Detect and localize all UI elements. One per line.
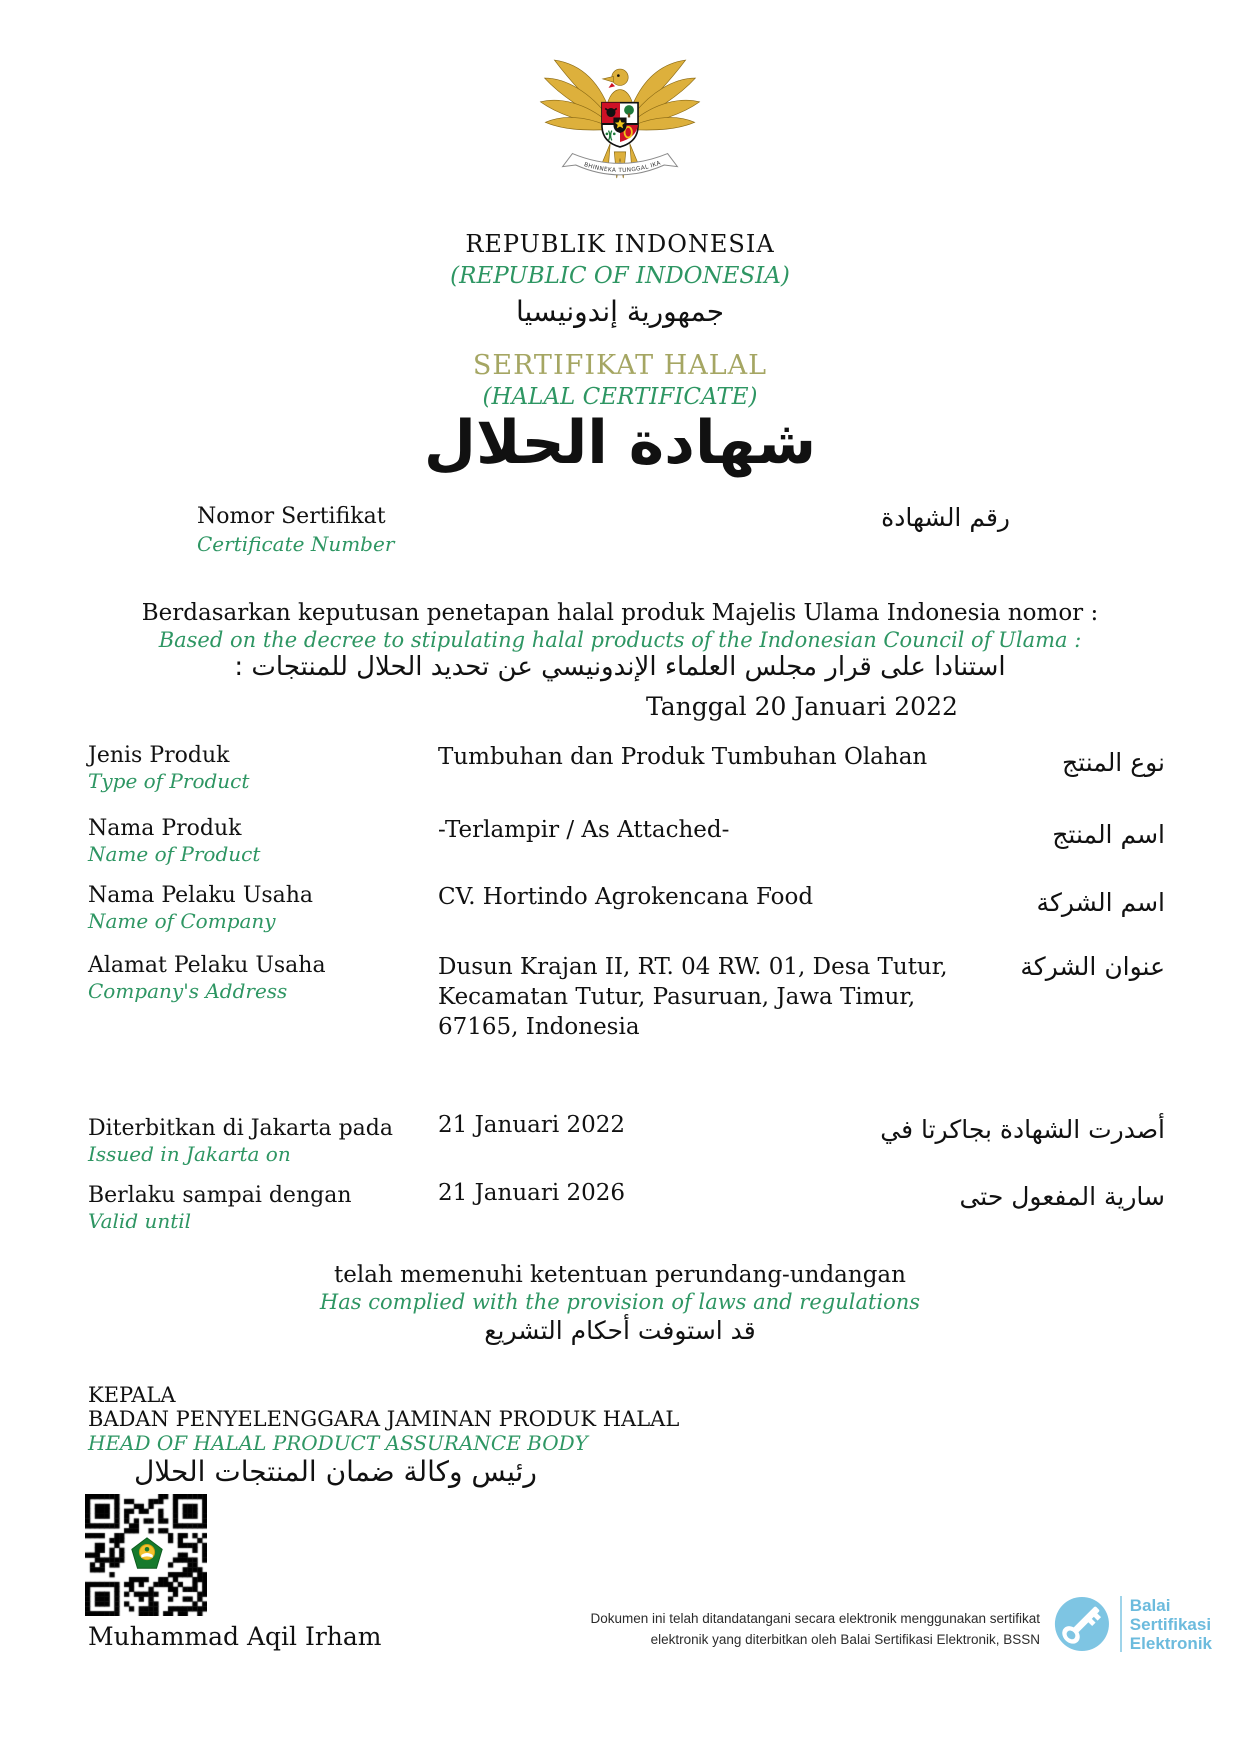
field-value: -Terlampir / As Attached- bbox=[438, 817, 730, 843]
field-label-id: Jenis Produk bbox=[88, 743, 230, 768]
decree-line-id: Berdasarkan keputusan penetapan halal produk Majelis Ulama Indonesia nomor : bbox=[141, 600, 1099, 626]
field-label-en: Type of Product bbox=[88, 769, 250, 793]
bse-text-line: Sertifikasi bbox=[1129, 1614, 1212, 1634]
field-row bbox=[88, 815, 260, 867]
decree-line-en: Based on the decree to stipulating halal products of the Indonesian Council of Ulama : bbox=[158, 628, 1082, 652]
field-label-id: Nama Pelaku Usaha bbox=[88, 883, 314, 908]
doc-title-id: SERTIFIKAT HALAL bbox=[472, 350, 768, 381]
kemenag-logo bbox=[128, 1534, 166, 1574]
field-label-id: Berlaku sampai dengan bbox=[88, 1183, 352, 1208]
signatory-title-en: HEAD OF HALAL PRODUCT ASSURANCE BODY bbox=[88, 1431, 588, 1455]
field-label-en: Company's Address bbox=[88, 979, 288, 1003]
field-label-id: Nama Produk bbox=[88, 816, 242, 841]
field-label-ar: سارية المفعول حتى bbox=[959, 1182, 1165, 1211]
signatory-title-ar: رئيس وكالة ضمان المنتجات الحلال bbox=[134, 1455, 537, 1488]
decree-date: Tanggal 20 Januari 2022 bbox=[646, 692, 958, 721]
bse-text-line: Elektronik bbox=[1129, 1633, 1212, 1653]
field-value: 21 Januari 2022 bbox=[438, 1112, 626, 1138]
bse-logo-text bbox=[1130, 1596, 1212, 1653]
garuda-eye bbox=[617, 74, 620, 77]
address-line: 67165, Indonesia bbox=[438, 1014, 640, 1040]
pancasila-shield bbox=[602, 103, 638, 147]
cert-number-label-en: Certificate Number bbox=[197, 532, 395, 556]
field-label-en: Name of Company bbox=[88, 909, 276, 933]
bse-text-line: Balai bbox=[1129, 1595, 1171, 1615]
country-title-ar: جمهورية إندونيسيا bbox=[515, 295, 725, 328]
compliance-line-id: telah memenuhi ketentuan perundang-undangan bbox=[334, 1262, 906, 1288]
doc-title-en: (HALAL CERTIFICATE) bbox=[482, 384, 758, 410]
field-label-ar: نوع المنتج bbox=[1062, 748, 1165, 777]
country-title-en: (REPUBLIC OF INDONESIA) bbox=[450, 263, 790, 289]
address-line: Dusun Krajan II, RT. 04 RW. 01, Desa Tutur, bbox=[438, 954, 948, 980]
qr-code bbox=[85, 1494, 207, 1616]
field-label-id: Alamat Pelaku Usaha bbox=[88, 953, 326, 978]
field-label-ar: عنوان الشركة bbox=[1020, 952, 1165, 981]
field-row bbox=[88, 952, 326, 1004]
field-label-en: Valid until bbox=[88, 1209, 192, 1233]
decree-line-ar: استنادا على قرار مجلس العلماء الإندونيسي عن تحديد الحلال للمنتجات : bbox=[234, 652, 1006, 682]
field-label-id: Diterbitkan di Jakarta pada bbox=[88, 1116, 393, 1141]
field-label-ar: اسم المنتج bbox=[1052, 820, 1165, 849]
disclaimer-line: elektronik yang diterbitkan oleh Balai Sertifikasi Elektronik, BSSN bbox=[650, 1632, 1040, 1647]
signatory-title-id: KEPALA bbox=[88, 1383, 176, 1407]
country-title-id: REPUBLIK INDONESIA bbox=[465, 230, 775, 258]
bse-divider bbox=[1120, 1596, 1122, 1652]
motto-text: BHINNEKA TUNGGAL IKA bbox=[583, 160, 662, 174]
garuda-pancasila-emblem bbox=[538, 55, 702, 193]
field-label-en: Name of Product bbox=[88, 842, 261, 866]
compliance-line-ar: قد استوفت أحكام التشريع bbox=[484, 1316, 756, 1345]
field-row bbox=[88, 742, 249, 794]
disclaimer-line: Dokumen ini telah ditandatangani secara elektronik menggunakan sertifikat bbox=[590, 1611, 1040, 1626]
signatory-name: Muhammad Aqil Irham bbox=[88, 1622, 382, 1651]
field-value-address bbox=[438, 952, 948, 1042]
field-row bbox=[88, 1182, 351, 1234]
field-label-en: Issued in Jakarta on bbox=[88, 1142, 291, 1166]
cert-number-label-ar: رقم الشهادة bbox=[881, 503, 1010, 532]
field-label-ar: أصدرت الشهادة بجاكرتا في bbox=[880, 1115, 1165, 1144]
field-label-ar: اسم الشركة bbox=[1036, 888, 1165, 917]
address-line: Kecamatan Tutur, Pasuruan, Jawa Timur, bbox=[438, 984, 916, 1010]
bse-logo bbox=[1052, 1590, 1212, 1658]
cert-number-label-id: Nomor Sertifikat bbox=[197, 504, 386, 529]
electronic-signature-disclaimer bbox=[420, 1608, 1040, 1650]
signatory-org-id: BADAN PENYELENGGARA JAMINAN PRODUK HALAL bbox=[88, 1407, 680, 1431]
field-value: CV. Hortindo Agrokencana Food bbox=[438, 884, 814, 910]
compliance-line-en: Has complied with the provision of laws and regulations bbox=[319, 1290, 921, 1314]
doc-title-ar: شهادة الحلال bbox=[423, 408, 817, 478]
field-value: Tumbuhan dan Produk Tumbuhan Olahan bbox=[438, 744, 928, 770]
key-icon bbox=[1052, 1593, 1112, 1655]
field-row bbox=[88, 882, 313, 934]
field-value: 21 Januari 2026 bbox=[438, 1180, 626, 1206]
field-row bbox=[88, 1115, 393, 1167]
